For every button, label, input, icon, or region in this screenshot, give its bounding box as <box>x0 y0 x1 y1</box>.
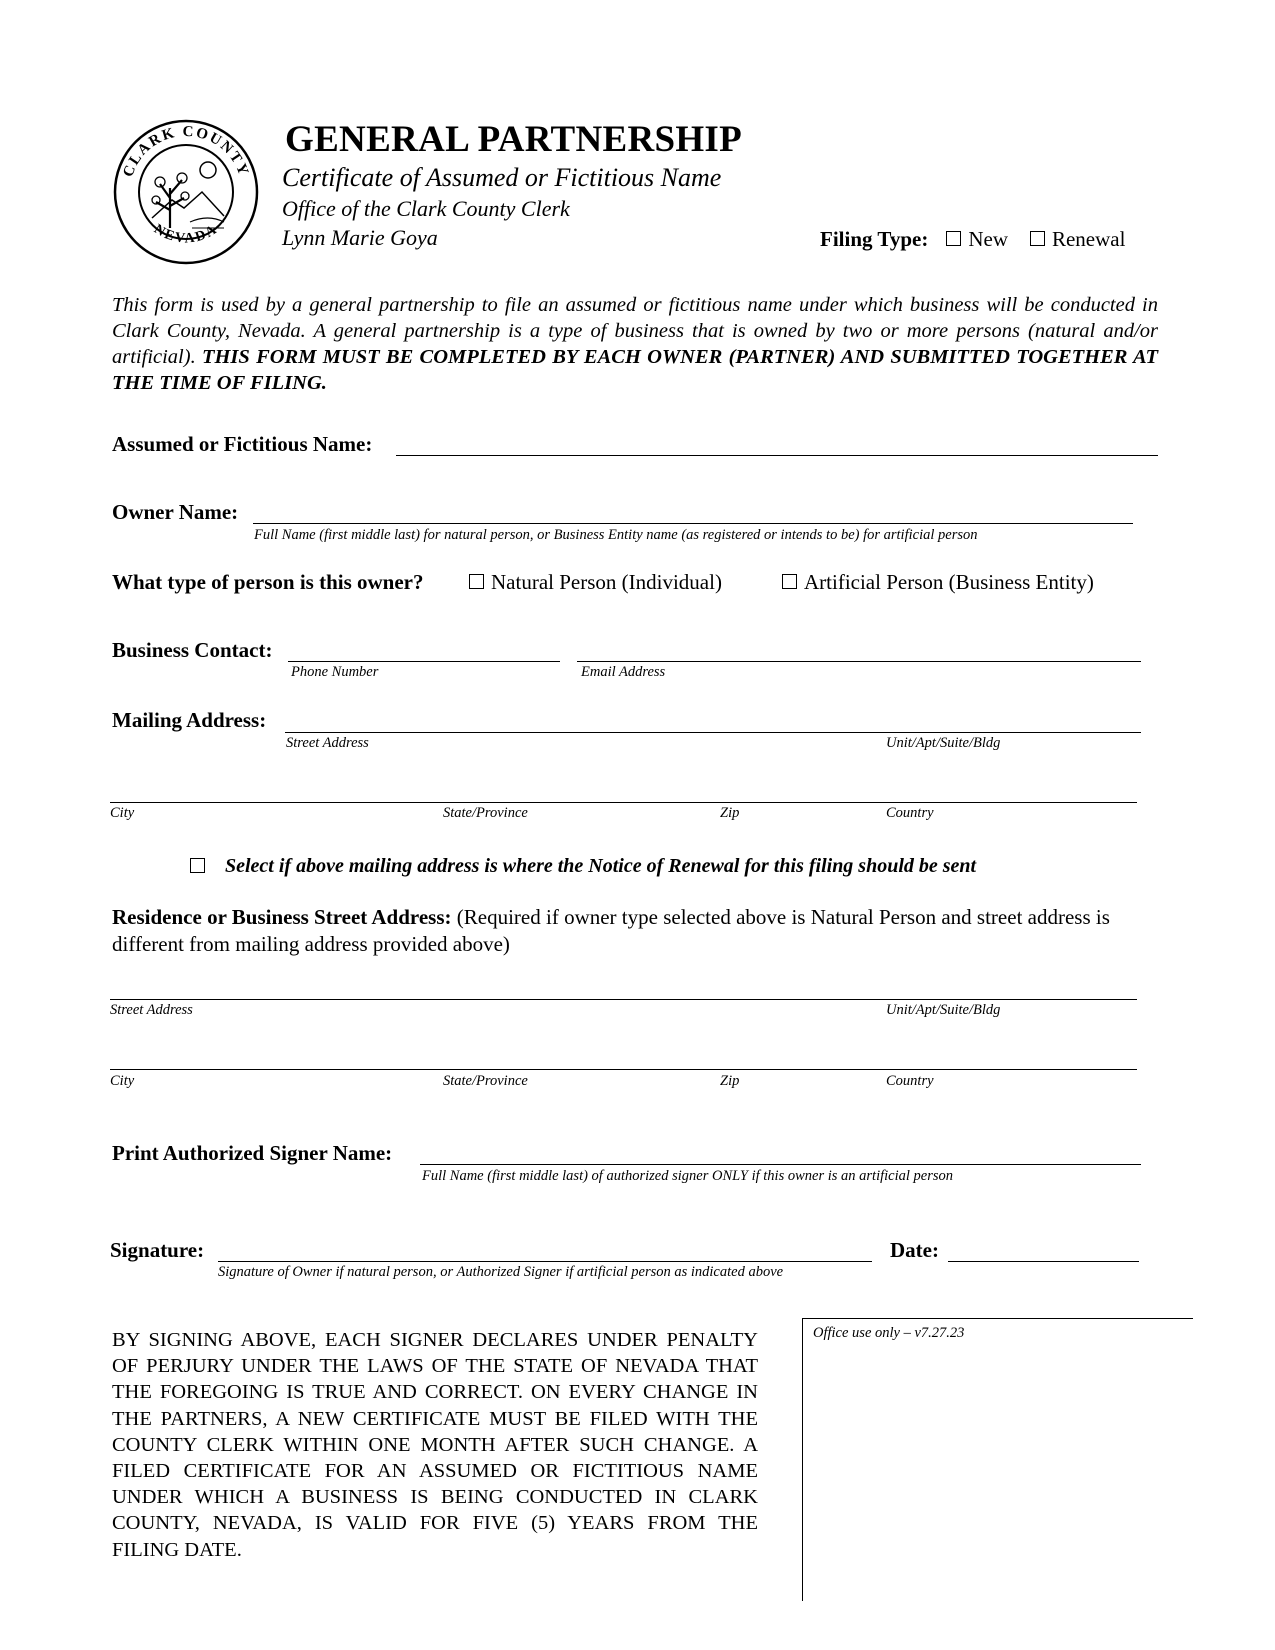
checkbox-renewal-notice[interactable] <box>190 858 205 873</box>
form-title: GENERAL PARTNERSHIP <box>285 119 743 160</box>
residence-street-field[interactable] <box>110 999 1137 1000</box>
mailing-street-field[interactable] <box>285 732 1141 733</box>
natural-person-label: Natural Person (Individual) <box>491 570 722 594</box>
mailing-city-line[interactable] <box>110 802 1137 803</box>
residence-city-line[interactable] <box>110 1069 1137 1070</box>
residence-street-caption: Street Address <box>110 1002 193 1018</box>
residence-label: Residence or Business Street Address: <box>112 905 452 929</box>
svg-text:NEVADA: NEVADA <box>151 221 221 247</box>
signer-name-label: Print Authorized Signer Name: <box>112 1141 393 1165</box>
mailing-state-caption: State/Province <box>443 805 528 821</box>
intro-paragraph <box>112 292 1158 396</box>
email-caption: Email Address <box>581 664 666 680</box>
mailing-country-caption: Country <box>886 805 934 821</box>
intro-bold-text: THIS FORM MUST BE COMPLETED BY EACH OWNER (PARTNER) AND SUBMITTED TOGETHER AT THE TIME OF FILING. <box>112 346 1159 394</box>
mailing-zip-caption: Zip <box>720 805 740 821</box>
residence-city-caption: City <box>110 1073 135 1089</box>
owner-name-caption: Full Name (first middle last) for natural person, or Business Entity name (as registered or intends to be) for artificial person <box>254 527 978 543</box>
checkbox-artificial-person[interactable] <box>782 574 797 589</box>
signature-caption: Signature of Owner if natural person, or Authorized Signer if artificial person as indicated above <box>218 1264 784 1280</box>
phone-caption: Phone Number <box>291 664 379 680</box>
clark-county-seal <box>112 118 260 266</box>
artificial-person-label: Artificial Person (Business Entity) <box>804 570 1094 594</box>
filing-type-new[interactable] <box>946 227 1008 252</box>
residence-state-caption: State/Province <box>443 1073 528 1089</box>
person-type-artificial[interactable] <box>782 570 1094 595</box>
owner-name-field[interactable] <box>253 523 1133 524</box>
checkbox-new[interactable] <box>946 231 961 246</box>
residence-note: (Required if owner type selected above is Natural Person and street address is different from mailing address provided above) <box>112 905 1110 956</box>
office-use-box <box>802 1318 1193 1601</box>
residence-country-caption: Country <box>886 1073 934 1089</box>
phone-field[interactable] <box>288 661 560 662</box>
email-field[interactable] <box>577 661 1141 662</box>
signer-name-field[interactable] <box>420 1164 1141 1165</box>
person-type-label: What type of person is this owner? <box>112 570 424 594</box>
mailing-city-caption: City <box>110 805 135 821</box>
form-subtitle: Certificate of Assumed or Fictitious Name <box>282 163 722 192</box>
owner-name-label: Owner Name: <box>112 500 239 524</box>
mailing-address-label: Mailing Address: <box>112 708 267 732</box>
checkbox-natural-person[interactable] <box>469 574 484 589</box>
filing-type <box>820 227 1125 252</box>
perjury-declaration: BY SIGNING ABOVE, EACH SIGNER DECLARES UNDER PENALTY OF PERJURY UNDER THE LAWS OF THE STATE OF NEVADA THAT THE FOREGOING IS TRUE AND CORRECT. ON EVERY CHANGE IN THE PARTNERS, A NEW CERTIFICATE MUST BE FILED WITH THE COUNTY CLERK WITHIN ONE MONTH AFTER SUCH CHANGE. A FILED CERTIFICATE FOR AN ASSUMED OR FICTITIOUS NAME UNDER WHICH A BUSINESS IS BEING CONDUCTED IN CLARK COUNTY, NEVADA, IS VALID FOR FIVE (5) YEARS FROM THE FILING DATE. <box>112 1329 758 1561</box>
office-use-label: Office use only – v7.27.23 <box>813 1325 965 1341</box>
date-field[interactable] <box>948 1261 1139 1262</box>
signer-name-caption: Full Name (first middle last) of authorized signer ONLY if this owner is an artificial person <box>422 1168 953 1184</box>
filing-type-renewal[interactable] <box>1030 227 1125 252</box>
residence-unit-caption: Unit/Apt/Suite/Bldg <box>886 1002 1001 1018</box>
assumed-name-label: Assumed or Fictitious Name: <box>112 432 373 456</box>
filing-type-label: Filing Type: <box>820 227 929 251</box>
office-name: Office of the Clark County Clerk <box>282 196 570 221</box>
filing-type-new-label: New <box>968 227 1008 251</box>
svg-text:CLARK COUNTY: CLARK COUNTY <box>120 123 252 180</box>
renewal-notice-label: Select if above mailing address is where the Notice of Renewal for this filing should be sent <box>225 855 977 877</box>
assumed-name-field[interactable] <box>396 455 1158 456</box>
residence-instructions <box>112 904 1162 958</box>
signature-label: Signature: <box>110 1238 205 1262</box>
renewal-notice-option[interactable] <box>190 855 976 878</box>
signature-field[interactable] <box>218 1261 872 1262</box>
checkbox-renewal[interactable] <box>1030 231 1045 246</box>
date-label: Date: <box>890 1238 939 1262</box>
filing-type-renewal-label: Renewal <box>1051 227 1126 251</box>
mailing-unit-caption: Unit/Apt/Suite/Bldg <box>886 735 1001 751</box>
seal-icon <box>112 118 260 266</box>
clerk-name: Lynn Marie Goya <box>282 225 438 250</box>
person-type-natural[interactable] <box>469 570 722 595</box>
business-contact-label: Business Contact: <box>112 638 273 662</box>
residence-zip-caption: Zip <box>720 1073 740 1089</box>
intro-text: This form is used by a general partnership to file an assumed or fictitious name under which business will be conducted in Clark County, Nevada. A general partnership is a type of business that is owned by two or more persons (natural and/or artificial). <box>112 294 1158 368</box>
mailing-street-caption: Street Address <box>286 735 369 751</box>
